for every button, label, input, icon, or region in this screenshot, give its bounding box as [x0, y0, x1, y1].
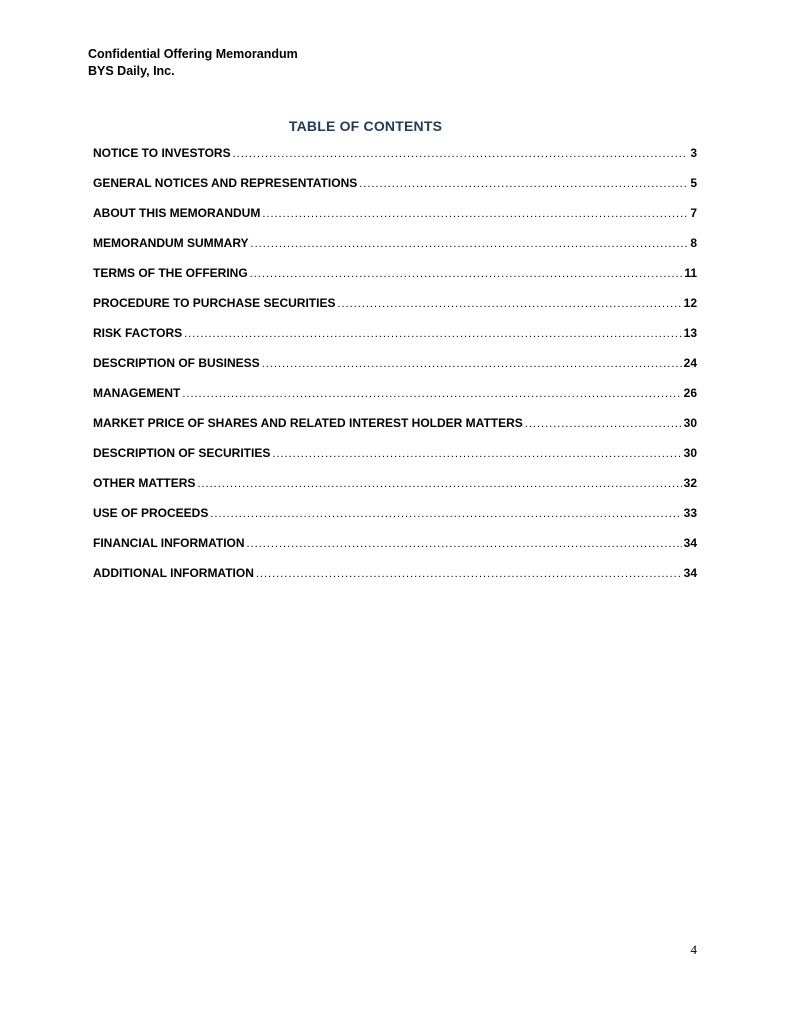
toc-entry-title: MANAGEMENT	[93, 386, 181, 400]
toc-dot-leader	[247, 535, 682, 553]
toc-entry[interactable]	[93, 534, 697, 564]
toc-dot-leader	[262, 205, 688, 223]
toc-entry[interactable]	[93, 474, 697, 504]
toc-entry-page: 3	[690, 146, 697, 160]
toc-entry-title: DESCRIPTION OF SECURITIES	[93, 446, 271, 460]
toc-dot-leader	[250, 265, 683, 283]
toc-entry[interactable]	[93, 324, 697, 354]
toc-entry-page: 7	[690, 206, 697, 220]
toc-entry-title: TERMS OF THE OFFERING	[93, 266, 248, 280]
toc-dot-leader	[262, 355, 682, 373]
toc-entry-title: OTHER MATTERS	[93, 476, 196, 490]
toc-entry[interactable]	[93, 174, 697, 204]
toc-dot-leader	[182, 385, 681, 403]
toc-dot-leader	[184, 325, 682, 343]
toc-dot-leader	[210, 505, 681, 523]
toc-entry-page: 34	[683, 536, 697, 550]
toc-title: TABLE OF CONTENTS	[288, 118, 443, 134]
toc-entry-title: PROCEDURE TO PURCHASE SECURITIES	[93, 296, 336, 310]
toc-entry[interactable]	[93, 264, 697, 294]
page-number: 4	[690, 942, 697, 957]
toc-dot-leader	[272, 445, 681, 463]
toc-entry-page: 26	[683, 386, 697, 400]
toc-entry-page: 12	[683, 296, 697, 310]
toc-entry-title: ABOUT THIS MEMORANDUM	[93, 206, 261, 220]
toc-entry-page: 30	[683, 446, 697, 460]
toc-dot-leader	[233, 145, 689, 163]
document-header	[88, 46, 298, 80]
toc-entry-title: ADDITIONAL INFORMATION	[93, 566, 254, 580]
toc-entry[interactable]	[93, 294, 697, 324]
toc-entry-page: 32	[683, 476, 697, 490]
toc-entry-title: MEMORANDUM SUMMARY	[93, 236, 249, 250]
toc-entry[interactable]	[93, 384, 697, 414]
toc-entry-title: RISK FACTORS	[93, 326, 183, 340]
toc-entry[interactable]	[93, 564, 697, 594]
toc-entry-page: 5	[690, 176, 697, 190]
header-document-title: Confidential Offering Memorandum	[88, 47, 298, 61]
toc-dot-leader	[525, 415, 682, 433]
toc-dot-leader	[197, 475, 681, 493]
toc-dot-leader	[256, 565, 682, 583]
toc-entry-title: NOTICE TO INVESTORS	[93, 146, 231, 160]
toc-list	[93, 144, 697, 594]
toc-entry[interactable]	[93, 504, 697, 534]
toc-entry[interactable]	[93, 144, 697, 174]
toc-entry-title: MARKET PRICE OF SHARES AND RELATED INTEREST HOLDER MATTERS	[93, 416, 523, 430]
toc-entry[interactable]	[93, 354, 697, 384]
toc-dot-leader	[251, 235, 689, 253]
toc-entry[interactable]	[93, 444, 697, 474]
toc-entry[interactable]	[93, 204, 697, 234]
toc-entry-page: 33	[683, 506, 697, 520]
toc-dot-leader	[359, 175, 688, 193]
toc-entry-page: 11	[684, 266, 697, 280]
toc-entry[interactable]	[93, 414, 697, 444]
toc-entry-page: 8	[690, 236, 697, 250]
toc-entry-page: 30	[683, 416, 697, 430]
toc-entry-page: 24	[683, 356, 697, 370]
toc-entry-title: GENERAL NOTICES AND REPRESENTATIONS	[93, 176, 358, 190]
toc-entry-title: USE OF PROCEEDS	[93, 506, 209, 520]
toc-entry-page: 13	[683, 326, 697, 340]
toc-entry-page: 34	[683, 566, 697, 580]
toc-dot-leader	[337, 295, 681, 313]
toc-entry-title: DESCRIPTION OF BUSINESS	[93, 356, 260, 370]
header-company-name: BYS Daily, Inc.	[88, 64, 175, 78]
toc-entry[interactable]	[93, 234, 697, 264]
toc-entry-title: FINANCIAL INFORMATION	[93, 536, 245, 550]
